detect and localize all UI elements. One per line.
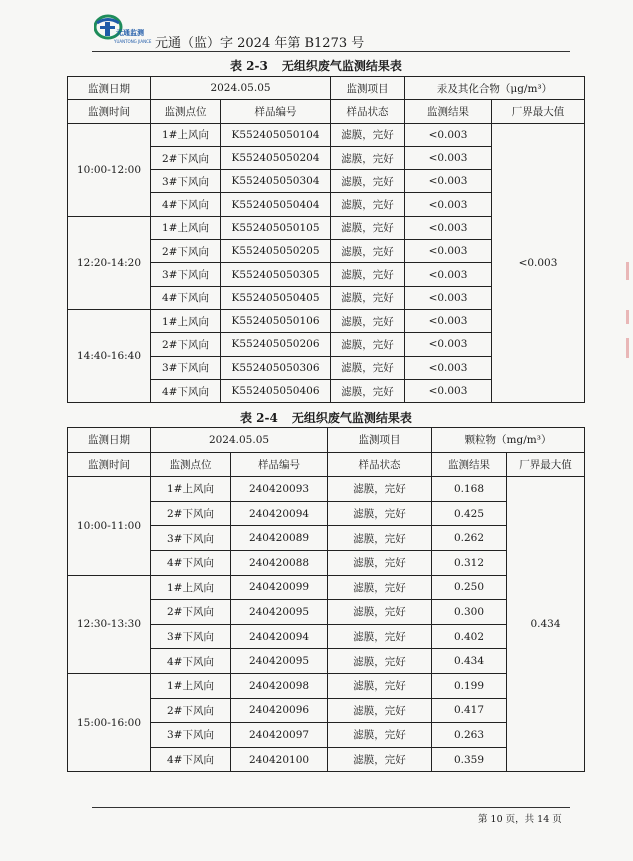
- table1-title: [230, 57, 402, 74]
- time-period: 15:00-16:00: [68, 673, 151, 771]
- margin-mark: [626, 310, 629, 324]
- result-value: 0.434: [432, 649, 507, 674]
- monitoring-point: 2#下风向: [151, 501, 231, 526]
- sample-id: 240420100: [231, 747, 328, 772]
- sample-status: 滤膜，完好: [331, 309, 405, 332]
- date-label: 监测日期: [68, 77, 151, 100]
- item-label: 监测项目: [331, 77, 405, 100]
- page-header: [92, 14, 572, 52]
- particulate-results-table: [67, 427, 585, 772]
- monitoring-point: 4#下风向: [151, 286, 221, 309]
- result-value: <0.003: [405, 333, 492, 356]
- monitoring-point: 2#下风向: [151, 600, 231, 625]
- table1-title-text: 无组织废气监测结果表: [281, 59, 402, 73]
- sample-status: 滤膜，完好: [331, 123, 405, 146]
- column-header: 样品状态: [331, 100, 405, 123]
- result-value: 0.262: [432, 526, 507, 551]
- monitoring-point: 3#下风向: [151, 526, 231, 551]
- table2-title: [240, 409, 412, 426]
- sample-id: 240420095: [231, 600, 328, 625]
- logo-subtext: YUANTONG JIANCE: [114, 39, 152, 44]
- result-value: 0.312: [432, 550, 507, 575]
- sample-id: K552405050405: [221, 286, 331, 309]
- result-value: <0.003: [405, 286, 492, 309]
- sample-id: 240420095: [231, 649, 328, 674]
- result-value: 0.168: [432, 477, 507, 502]
- date-value: 2024.05.05: [151, 77, 331, 100]
- table-row: [68, 477, 585, 502]
- column-header: 监测点位: [151, 452, 231, 477]
- monitoring-point: 1#上风向: [151, 575, 231, 600]
- result-value: <0.003: [405, 146, 492, 169]
- sample-id: 240420089: [231, 526, 328, 551]
- sample-id: K552405050206: [221, 333, 331, 356]
- sample-status: 滤膜，完好: [331, 333, 405, 356]
- result-value: <0.003: [405, 216, 492, 239]
- time-period: 10:00-11:00: [68, 477, 151, 575]
- result-value: 0.250: [432, 575, 507, 600]
- sample-status: 滤膜，完好: [331, 356, 405, 379]
- monitoring-point: 2#下风向: [151, 240, 221, 263]
- result-value: 0.199: [432, 673, 507, 698]
- document-number: 元通（监）字 2024 年第 B1273 号: [155, 36, 365, 51]
- monitoring-point: 4#下风向: [151, 550, 231, 575]
- sample-status: 滤膜，完好: [331, 379, 405, 402]
- mercury-results-table: [67, 76, 585, 403]
- monitoring-point: 4#下风向: [151, 193, 221, 216]
- item-value: 汞及其化合物（μg/m³）: [405, 77, 585, 100]
- company-logo: [92, 14, 154, 48]
- column-header: 样品编号: [231, 452, 328, 477]
- sample-id: K552405050305: [221, 263, 331, 286]
- column-header: 厂界最大值: [507, 452, 585, 477]
- item-label: 监测项目: [328, 428, 432, 453]
- sample-status: 滤膜，完好: [328, 673, 432, 698]
- table-row: [68, 123, 585, 146]
- column-header-row: [68, 100, 585, 123]
- sample-status: 滤膜，完好: [331, 170, 405, 193]
- sample-id: 240420093: [231, 477, 328, 502]
- sample-id: K552405050105: [221, 216, 331, 239]
- result-value: <0.003: [405, 240, 492, 263]
- monitoring-point: 2#下风向: [151, 698, 231, 723]
- result-value: <0.003: [405, 193, 492, 216]
- sample-id: 240420088: [231, 550, 328, 575]
- column-header: 监测时间: [68, 100, 151, 123]
- sample-status: 滤膜，完好: [328, 723, 432, 748]
- result-value: 0.359: [432, 747, 507, 772]
- sample-id: 240420094: [231, 624, 328, 649]
- sample-status: 滤膜，完好: [328, 477, 432, 502]
- sample-status: 滤膜，完好: [328, 550, 432, 575]
- sample-id: K552405050406: [221, 379, 331, 402]
- sample-id: K552405050306: [221, 356, 331, 379]
- margin-mark: [626, 262, 629, 280]
- time-period: 12:20-14:20: [68, 216, 151, 309]
- monitoring-point: 1#上风向: [151, 477, 231, 502]
- column-header: 监测时间: [68, 452, 151, 477]
- sample-status: 滤膜，完好: [328, 649, 432, 674]
- table2-title-text: 无组织废气监测结果表: [291, 411, 412, 425]
- sample-status: 滤膜，完好: [331, 286, 405, 309]
- sample-id: K552405050104: [221, 123, 331, 146]
- table-header-row: [68, 77, 585, 100]
- table2-number: 表 2-4: [240, 411, 278, 425]
- sample-status: 滤膜，完好: [328, 575, 432, 600]
- sample-status: 滤膜，完好: [328, 526, 432, 551]
- sample-status: 滤膜，完好: [331, 263, 405, 286]
- sample-status: 滤膜，完好: [331, 146, 405, 169]
- result-value: <0.003: [405, 123, 492, 146]
- column-header: 厂界最大值: [492, 100, 585, 123]
- sample-status: 滤膜，完好: [331, 240, 405, 263]
- result-value: <0.003: [405, 379, 492, 402]
- sample-id: K552405050106: [221, 309, 331, 332]
- column-header: 监测点位: [151, 100, 221, 123]
- monitoring-point: 4#下风向: [151, 747, 231, 772]
- header-divider: [92, 51, 570, 52]
- sample-status: 滤膜，完好: [328, 600, 432, 625]
- time-period: 14:40-16:40: [68, 309, 151, 402]
- time-period: 10:00-12:00: [68, 123, 151, 216]
- result-value: 0.263: [432, 723, 507, 748]
- sample-id: K552405050204: [221, 146, 331, 169]
- monitoring-point: 4#下风向: [151, 379, 221, 402]
- logo-text: 元通监测: [116, 29, 144, 37]
- sample-id: K552405050205: [221, 240, 331, 263]
- result-value: <0.003: [405, 309, 492, 332]
- sample-status: 滤膜，完好: [328, 624, 432, 649]
- sample-id: 240420099: [231, 575, 328, 600]
- sample-id: 240420096: [231, 698, 328, 723]
- monitoring-point: 3#下风向: [151, 356, 221, 379]
- column-header: 监测结果: [405, 100, 492, 123]
- date-label: 监测日期: [68, 428, 151, 453]
- result-value: 0.417: [432, 698, 507, 723]
- sample-id: 240420094: [231, 501, 328, 526]
- boundary-max-value: 0.434: [507, 477, 585, 772]
- table-header-row: [68, 428, 585, 453]
- sample-status: 滤膜，完好: [331, 216, 405, 239]
- column-header: 监测结果: [432, 452, 507, 477]
- sample-status: 滤膜，完好: [331, 193, 405, 216]
- footer-divider: [92, 807, 570, 808]
- monitoring-point: 3#下风向: [151, 263, 221, 286]
- result-value: 0.402: [432, 624, 507, 649]
- sample-id: 240420098: [231, 673, 328, 698]
- monitoring-point: 1#上风向: [151, 216, 221, 239]
- result-value: 0.300: [432, 600, 507, 625]
- sample-status: 滤膜，完好: [328, 698, 432, 723]
- monitoring-point: 2#下风向: [151, 146, 221, 169]
- monitoring-point: 3#下风向: [151, 170, 221, 193]
- table1-number: 表 2-3: [230, 59, 268, 73]
- monitoring-point: 3#下风向: [151, 723, 231, 748]
- sample-id: K552405050304: [221, 170, 331, 193]
- sample-id: K552405050404: [221, 193, 331, 216]
- boundary-max-value: <0.003: [492, 123, 585, 403]
- result-value: <0.003: [405, 170, 492, 193]
- sample-status: 滤膜，完好: [328, 747, 432, 772]
- page-number: 第 10 页，共 14 页: [478, 814, 562, 825]
- margin-mark: [626, 338, 629, 358]
- monitoring-point: 2#下风向: [151, 333, 221, 356]
- item-value: 颗粒物（mg/m³）: [432, 428, 585, 453]
- monitoring-point: 1#上风向: [151, 123, 221, 146]
- result-value: 0.425: [432, 501, 507, 526]
- monitoring-point: 1#上风向: [151, 673, 231, 698]
- monitoring-point: 4#下风向: [151, 649, 231, 674]
- sample-status: 滤膜，完好: [328, 501, 432, 526]
- result-value: <0.003: [405, 263, 492, 286]
- result-value: <0.003: [405, 356, 492, 379]
- sample-id: 240420097: [231, 723, 328, 748]
- column-header: 样品状态: [328, 452, 432, 477]
- date-value: 2024.05.05: [151, 428, 328, 453]
- column-header: 样品编号: [221, 100, 331, 123]
- time-period: 12:30-13:30: [68, 575, 151, 673]
- monitoring-point: 1#上风向: [151, 309, 221, 332]
- column-header-row: [68, 452, 585, 477]
- monitoring-point: 3#下风向: [151, 624, 231, 649]
